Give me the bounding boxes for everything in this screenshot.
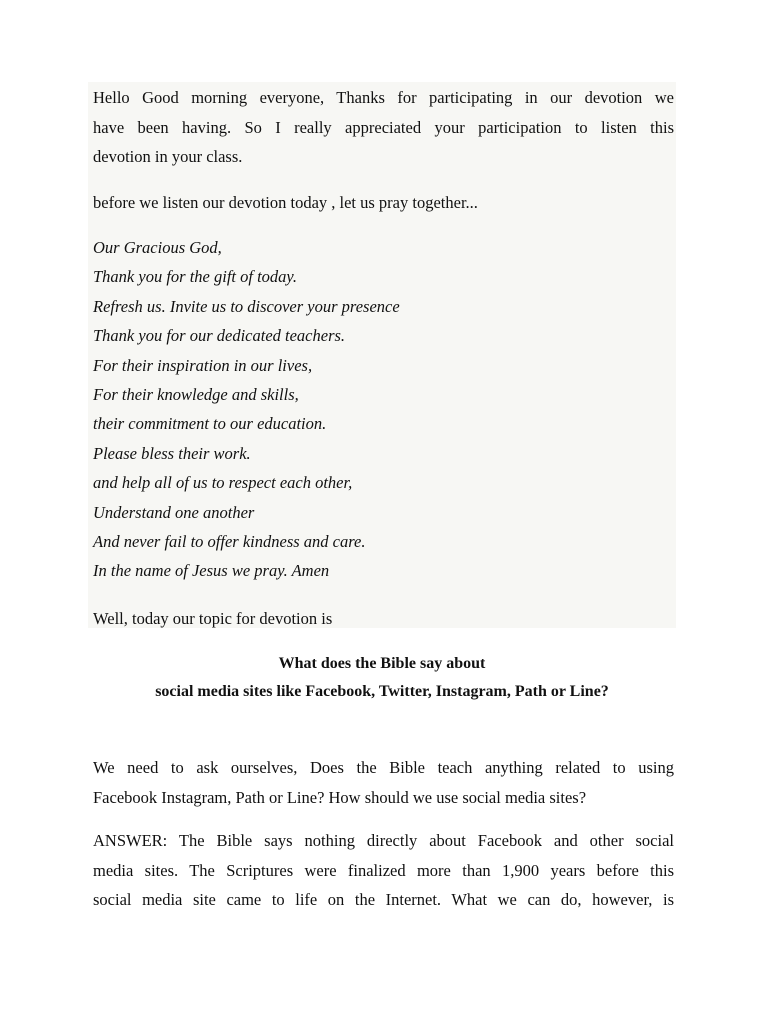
- greeting-line: devotion in your class.: [93, 147, 243, 166]
- prayer-line: For their knowledge and skills,: [93, 385, 299, 405]
- prayer-line: In the name of Jesus we pray. Amen: [93, 561, 330, 581]
- answer-paragraph: [93, 826, 674, 915]
- answer-line: social media site came to life on the Internet. What we can do, however, is: [93, 890, 674, 909]
- question-line: Facebook Instagram, Path or Line? How should we use social media sites?: [93, 787, 587, 807]
- topic-title-line-2: social media sites like Facebook, Twitter, Instagram, Path or Line?: [155, 683, 609, 700]
- answer-line: media sites. The Scriptures were finalized more than 1,900 years before this: [93, 860, 674, 880]
- prayer-line: Please bless their work.: [93, 443, 251, 463]
- prayer-line: For their inspiration in our lives,: [93, 355, 313, 375]
- prayer-line: Our Gracious God,: [93, 238, 222, 257]
- answer-line: ANSWER: The Bible says nothing directly about Facebook and other social: [93, 831, 674, 850]
- greeting-line: have been having. So I really appreciated your participation to listen this: [93, 117, 674, 137]
- greeting-line: Hello Good morning everyone, Thanks for participating in our devotion we: [93, 88, 674, 107]
- intro-pray-paragraph: [93, 188, 674, 217]
- greeting-paragraph: [93, 83, 674, 172]
- topic-title-line-1: What does the Bible say about: [278, 655, 486, 672]
- prayer-line: Thank you for our dedicated teachers.: [93, 326, 346, 346]
- prayer-line: Refresh us. Invite us to discover your presence: [93, 296, 400, 316]
- question-paragraph: [93, 753, 674, 812]
- topic-title: [88, 650, 676, 706]
- topic-intro-text: Well, today our topic for devotion is: [93, 609, 333, 628]
- prayer-line: Understand one another: [93, 502, 255, 522]
- prayer-line: Thank you for the gift of today.: [93, 267, 297, 287]
- intro-pray-text: before we listen our devotion today , let us pray together...: [93, 193, 478, 212]
- prayer-line: And never fail to offer kindness and care.: [93, 532, 366, 552]
- prayer-line: their commitment to our education.: [93, 414, 327, 434]
- topic-intro-paragraph: [93, 604, 674, 633]
- prayer-block: [93, 233, 674, 586]
- prayer-line: and help all of us to respect each other,: [93, 473, 353, 493]
- question-line: We need to ask ourselves, Does the Bible teach anything related to using: [93, 758, 674, 777]
